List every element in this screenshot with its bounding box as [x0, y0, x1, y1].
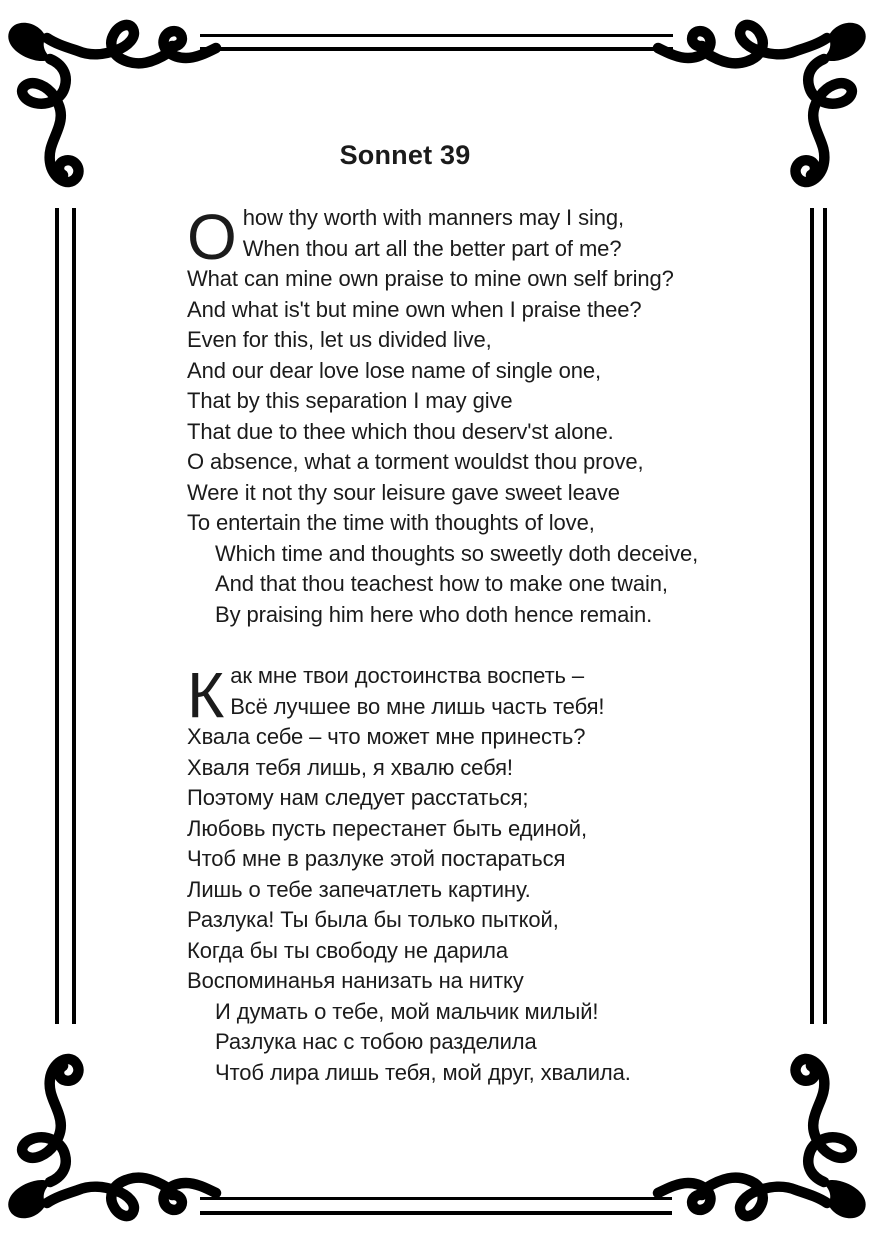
- poem-line: Любовь пусть перестанет быть единой,: [187, 815, 588, 841]
- border-line-left-outer: [55, 208, 59, 1024]
- page-title: Sonnet 39: [339, 140, 471, 170]
- russian-lines: [187, 661, 787, 1088]
- poem-line: ак мне твои достоинства воспеть –: [230, 663, 585, 688]
- poem-line: Когда бы ты свободу не дарила: [187, 937, 509, 963]
- poem-line: Even for this, let us divided live,: [187, 327, 492, 352]
- poem-line: That by this separation I may give: [187, 388, 513, 413]
- corner-flourish-icon: [0, 6, 222, 218]
- poem-line: To entertain the time with thoughts of love,: [187, 510, 595, 535]
- poem-line: Всё лучшее во мне лишь часть тебя!: [230, 693, 605, 719]
- poem-line: И думать о тебе, мой мальчик милый!: [215, 998, 599, 1024]
- corner-flourish-icon: [652, 6, 874, 218]
- border-line-right-outer: [823, 208, 827, 1024]
- english-drop-cap: O: [187, 201, 237, 273]
- poem-line: Разлука! Ты была бы только пыткой,: [187, 907, 559, 932]
- poem-line: When thou art all the better part of me?: [242, 235, 622, 261]
- poem-line: Хвала себе – что может мне принесть?: [187, 724, 586, 749]
- russian-stanza: [187, 661, 787, 1088]
- poem-line: Воспоминанья нанизать на нитку: [187, 968, 524, 993]
- border-line-bottom-inner: [200, 1197, 672, 1200]
- poem-line: Were it not thy sour leisure gave sweet leave: [187, 479, 620, 505]
- poem-line: By praising him here who doth hence remain.: [215, 601, 653, 627]
- poem-line: And our dear love lose name of single one,: [187, 357, 602, 383]
- poem-line: how thy worth with manners may I sing,: [242, 205, 625, 230]
- poem-line: That due to thee which thou deserv'st alone.: [187, 418, 614, 444]
- border-line-top-inner: [200, 47, 673, 51]
- poem-line: And what is't but mine own when I praise thee?: [187, 296, 642, 322]
- border-line-top-outer: [200, 34, 673, 37]
- russian-line-list: [187, 661, 787, 1088]
- poem-line: Разлука нас с тобою разделила: [215, 1029, 537, 1054]
- english-line-list: [187, 203, 787, 630]
- poem-line: Поэтому нам следует расстаться;: [187, 785, 529, 810]
- border-line-bottom-outer: [200, 1211, 672, 1215]
- english-stanza: [187, 203, 787, 630]
- border-line-left-inner: [72, 208, 76, 1024]
- russian-drop-cap: К: [187, 659, 225, 731]
- poem-line: Чтоб мне в разлуке этой постараться: [187, 846, 566, 871]
- poem-line: What can mine own praise to mine own self bring?: [187, 266, 674, 291]
- poem-line: And that thou teachest how to make one twain,: [215, 571, 668, 596]
- poem-line: Лишь о тебе запечатлеть картину.: [187, 876, 531, 902]
- poem-line: Which time and thoughts so sweetly doth deceive,: [215, 540, 699, 566]
- poem-line: Чтоб лира лишь тебя, мой друг, хвалила.: [215, 1059, 631, 1085]
- border-line-right-inner: [810, 208, 814, 1024]
- poem-line: Хваля тебя лишь, я хвалю себя!: [187, 754, 513, 780]
- poem-line: O absence, what a torment wouldst thou prove,: [187, 449, 644, 474]
- english-lines: [187, 203, 787, 630]
